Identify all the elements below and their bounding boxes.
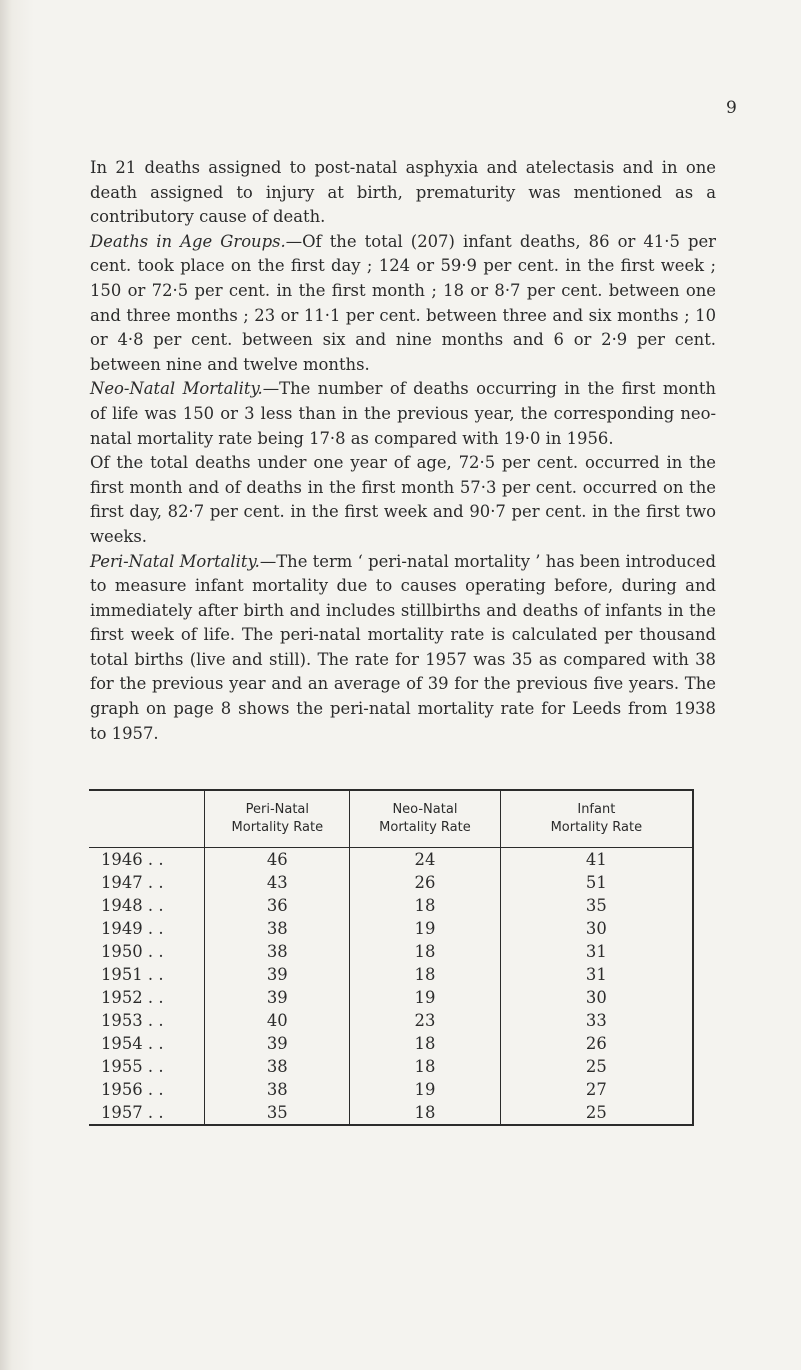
neo-natal-rate: 18: [350, 1032, 500, 1055]
peri-natal-rate: 35: [205, 1101, 350, 1125]
row-year: 1957 . .: [89, 1101, 205, 1125]
data-table: [89, 789, 694, 1126]
row-year: 1954 . .: [89, 1032, 205, 1055]
neo-natal-rate: 18: [350, 1101, 500, 1125]
peri-natal-rate: 38: [205, 940, 350, 963]
paragraph-heading: Peri-Natal Mortality.: [90, 551, 260, 571]
page-number: 9: [726, 98, 737, 118]
table-row: [89, 1055, 693, 1078]
table-row: [89, 986, 693, 1009]
body-text: [90, 156, 716, 746]
neo-natal-rate: 18: [350, 940, 500, 963]
infant-rate: 26: [585, 1034, 607, 1053]
paragraph-text: In 21 deaths assigned to post-natal asphyxia and atelectasis and in one death assigned to injury at birth, prematurity was mentioned as a contributory cause of death.: [90, 158, 716, 227]
neo-natal-rate: 26: [350, 871, 500, 894]
table-row: [89, 1032, 693, 1055]
neo-natal-rate: 19: [350, 917, 500, 940]
paragraph: [90, 377, 716, 451]
table-header-row: [89, 790, 693, 848]
table-row: [89, 940, 693, 963]
neo-natal-rate: 19: [350, 1078, 500, 1101]
row-year: 1952 . .: [89, 986, 205, 1009]
header-neo-natal: Neo-Natal Mortality Rate: [350, 790, 500, 848]
row-year: 1953 . .: [89, 1009, 205, 1032]
peri-natal-rate: 43: [205, 871, 350, 894]
table-row: [89, 894, 693, 917]
infant-rate: 25: [585, 1103, 607, 1122]
header-peri-natal: Peri-Natal Mortality Rate: [205, 790, 350, 848]
paragraph: [90, 156, 716, 230]
table-row: [89, 917, 693, 940]
peri-natal-rate: 38: [205, 917, 350, 940]
row-year: 1951 . .: [89, 963, 205, 986]
infant-rate: 30: [585, 988, 607, 1007]
paragraph-text: —The number of deaths occurring in the first month of life was 150 or 3 less than in the previous year, the corresponding neo-natal mortality rate being 17·8 as compared with 19·0 in 1956.: [90, 379, 716, 448]
infant-rate: 31: [585, 942, 607, 961]
peri-natal-rate: 38: [205, 1055, 350, 1078]
row-year: 1950 . .: [89, 940, 205, 963]
infant-rate: 51: [585, 873, 607, 892]
peri-natal-rate: 46: [205, 848, 350, 872]
row-year: 1946 . .: [89, 848, 205, 872]
page-edge-shadow: [0, 0, 34, 1370]
infant-rate: 30: [585, 919, 607, 938]
header-year: [89, 790, 205, 848]
infant-rate: 35: [585, 896, 607, 915]
table-row: [89, 963, 693, 986]
peri-natal-rate: 39: [205, 1032, 350, 1055]
neo-natal-rate: 18: [350, 894, 500, 917]
header-infant: Infant Mortality Rate: [550, 802, 643, 835]
paragraph: [90, 550, 716, 747]
row-year: 1955 . .: [89, 1055, 205, 1078]
peri-natal-rate: 38: [205, 1078, 350, 1101]
neo-natal-rate: 18: [350, 963, 500, 986]
row-year: 1949 . .: [89, 917, 205, 940]
peri-natal-rate: 39: [205, 963, 350, 986]
table-row: [89, 871, 693, 894]
paragraph-text: —Of the total (207) infant deaths, 86 or 41·5 per cent. took place on the first day ; 124 or 59·9 per cent. in the first week ; 150 or 72·5 per cent. in the first month ; 18 or 8·7 per cent. between one and three months ; 23 or 11·1 per cent. between three and six months ; 10 or 4·8 per cent. between six and nine months and 6 or 2·9 per cent. between nine and twelve months.: [90, 231, 716, 374]
row-year: 1948 . .: [89, 894, 205, 917]
mortality-rate-table: [89, 789, 694, 1126]
infant-rate: 41: [585, 850, 607, 869]
peri-natal-rate: 39: [205, 986, 350, 1009]
neo-natal-rate: 18: [350, 1055, 500, 1078]
row-year: 1956 . .: [89, 1078, 205, 1101]
table-row: [89, 1078, 693, 1101]
paragraph: [90, 451, 716, 549]
paragraph: [90, 230, 716, 378]
table-row: [89, 1009, 693, 1032]
table-row: [89, 848, 693, 872]
paragraph-text: Of the total deaths under one year of age, 72·5 per cent. occurred in the first month and of deaths in the first month 57·3 per cent. occurred on the first day, 82·7 per cent. in the first week and 90·7 per cent. in the first two weeks.: [90, 453, 716, 546]
table-row: [89, 1101, 693, 1125]
paragraph-text: —The term ‘ peri-natal mortality ’ has been introduced to measure infant mortality due to causes operating before, during and immediately after birth and includes stillbirths and deaths of infants in the first week of life. The peri-natal mortality rate is calculated per thousand total births (live and still). The rate for 1957 was 35 as compared with 38 for the previous year and an average of 39 for the previous five years. The graph on page 8 shows the peri-natal mortality rate for Leeds from 1938 to 1957.: [90, 551, 716, 743]
peri-natal-rate: 36: [205, 894, 350, 917]
infant-rate: 31: [585, 965, 607, 984]
infant-rate: 27: [585, 1080, 607, 1099]
infant-rate: 25: [585, 1057, 607, 1076]
neo-natal-rate: 19: [350, 986, 500, 1009]
neo-natal-rate: 24: [350, 848, 500, 872]
infant-rate: 33: [585, 1011, 607, 1030]
row-year: 1947 . .: [89, 871, 205, 894]
paragraph-heading: Neo-Natal Mortality.: [90, 379, 263, 399]
paragraph-heading: Deaths in Age Groups.: [90, 231, 286, 251]
neo-natal-rate: 23: [350, 1009, 500, 1032]
peri-natal-rate: 40: [205, 1009, 350, 1032]
